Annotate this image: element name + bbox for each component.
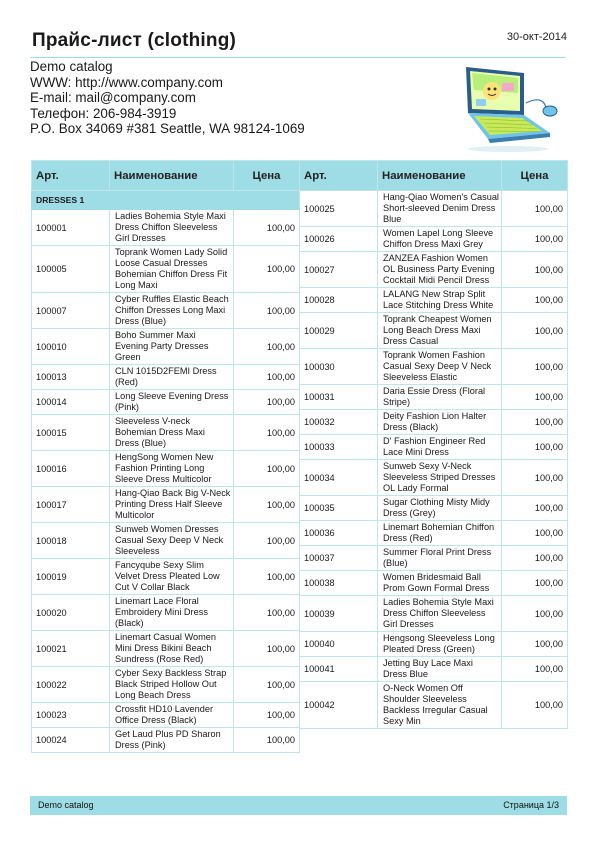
table-row: [300, 191, 568, 227]
item-art: 100036: [300, 521, 378, 546]
item-name: CLN 1015D2FEMI Dress (Red): [110, 365, 234, 390]
item-art: 100007: [32, 293, 110, 329]
item-art: 100031: [300, 385, 378, 410]
item-price: 100,00: [234, 293, 300, 329]
item-name: Daria Essie Dress (Floral Stripe): [378, 385, 502, 410]
website-line: WWW: http://www.company.com: [30, 74, 223, 90]
item-art: 100038: [300, 571, 378, 596]
item-art: 100030: [300, 349, 378, 385]
table-row: [300, 385, 568, 410]
item-price: 100,00: [502, 313, 568, 349]
item-art: 100034: [300, 460, 378, 496]
item-price: 100,00: [502, 632, 568, 657]
item-price: 100,00: [502, 521, 568, 546]
table-row: [300, 349, 568, 385]
item-price: 100,00: [502, 546, 568, 571]
table-row: [300, 632, 568, 657]
table-row: [300, 227, 568, 252]
contact-block: [30, 59, 305, 137]
item-name: Cyber Sexy Backless Strap Black Striped Hollow Out Long Beach Dress: [110, 667, 234, 703]
item-name: Sleeveless V-neck Bohemian Dress Maxi Dress (Blue): [110, 415, 234, 451]
item-price: 100,00: [502, 682, 568, 729]
item-price: 100,00: [234, 329, 300, 365]
item-art: 100015: [32, 415, 110, 451]
item-price: 100,00: [502, 460, 568, 496]
item-art: 100037: [300, 546, 378, 571]
item-art: 100040: [300, 632, 378, 657]
item-name: Sunweb Women Dresses Casual Sexy Deep V Neck Sleeveless: [110, 523, 234, 559]
item-price: 100,00: [234, 451, 300, 487]
item-name: Women Bridesmaid Ball Prom Gown Formal Dress: [378, 571, 502, 596]
item-price: 100,00: [502, 227, 568, 252]
table-row: [300, 657, 568, 682]
item-art: 100035: [300, 496, 378, 521]
item-name: Boho Summer Maxi Evening Party Dresses Green: [110, 329, 234, 365]
item-price: 100,00: [234, 246, 300, 293]
section-title: DRESSES 1: [32, 191, 300, 210]
address-line: P.O. Box 34069 #381 Seattle, WA 98124-1069: [30, 121, 305, 137]
page-footer: [30, 796, 567, 815]
item-price: 100,00: [234, 365, 300, 390]
table-row: [32, 210, 300, 246]
item-name: ZANZEA Fashion Women OL Business Party Evening Cocktail Midi Pencil Dress: [378, 252, 502, 288]
item-name: Hengsong Sleeveless Long Pleated Dress (Green): [378, 632, 502, 657]
item-art: 100013: [32, 365, 110, 390]
column-header-name: Наименование: [378, 161, 502, 191]
item-price: 100,00: [234, 631, 300, 667]
item-name: Deity Fashion Lion Halter Dress (Black): [378, 410, 502, 435]
item-name: Crossfit HD10 Lavender Office Dress (Black): [110, 703, 234, 728]
table-row: [32, 595, 300, 631]
item-name: Sunweb Sexy V-Neck Sleeveless Striped Dresses OL Lady Formal: [378, 460, 502, 496]
table-row: [300, 496, 568, 521]
item-price: 100,00: [502, 435, 568, 460]
item-art: 100001: [32, 210, 110, 246]
item-art: 100020: [32, 595, 110, 631]
item-art: 100010: [32, 329, 110, 365]
section-row: [32, 191, 300, 210]
table-row: [32, 523, 300, 559]
laptop-computer-icon: [458, 63, 560, 155]
item-art: 100017: [32, 487, 110, 523]
item-art: 100005: [32, 246, 110, 293]
table-row: [32, 728, 300, 753]
item-art: 100033: [300, 435, 378, 460]
item-name: O-Neck Women Off Shoulder Sleeveless Backless Irregular Casual Sexy Min: [378, 682, 502, 729]
table-row: [32, 365, 300, 390]
item-name: Toprank Women Lady Solid Loose Casual Dresses Bohemian Chiffon Dress Fit Long Maxi: [110, 246, 234, 293]
company-name: Demo catalog: [30, 59, 113, 74]
table-row: [300, 682, 568, 729]
item-art: 100016: [32, 451, 110, 487]
table-row: [300, 571, 568, 596]
table-row: [32, 631, 300, 667]
item-art: 100025: [300, 191, 378, 227]
item-price: 100,00: [502, 657, 568, 682]
column-header-price: Цена: [502, 161, 568, 191]
table-row: [300, 521, 568, 546]
item-name: LALANG New Strap Split Lace Stitching Dress White: [378, 288, 502, 313]
item-name: Women Lapel Long Sleeve Chiffon Dress Maxi Grey: [378, 227, 502, 252]
item-art: 100042: [300, 682, 378, 729]
table-row: [300, 252, 568, 288]
table-row: [32, 487, 300, 523]
table-row: [32, 415, 300, 451]
item-price: 100,00: [234, 667, 300, 703]
item-art: 100041: [300, 657, 378, 682]
item-name: Long Sleeve Evening Dress (Pink): [110, 390, 234, 415]
item-name: Ladies Bohemia Style Maxi Dress Chiffon Sleeveless Girl Dresses: [378, 596, 502, 632]
column-header-art: Арт.: [300, 161, 378, 191]
item-price: 100,00: [234, 415, 300, 451]
table-row: [300, 288, 568, 313]
item-name: Toprank Cheapest Women Long Beach Dress Maxi Dress Casual: [378, 313, 502, 349]
item-price: 100,00: [234, 728, 300, 753]
table-row: [32, 703, 300, 728]
item-price: 100,00: [502, 288, 568, 313]
price-table-left: [31, 160, 300, 753]
item-art: 100014: [32, 390, 110, 415]
item-price: 100,00: [502, 410, 568, 435]
column-header-art: Арт.: [32, 161, 110, 191]
item-price: 100,00: [502, 496, 568, 521]
item-name: Jetting Buy Lace Maxi Dress Blue: [378, 657, 502, 682]
phone-line: Телефон: 206-984-3919: [30, 105, 177, 121]
item-art: 100028: [300, 288, 378, 313]
page-title: Прайс-лист (clothing): [32, 30, 237, 51]
table-row: [300, 596, 568, 632]
table-row: [300, 546, 568, 571]
item-price: 100,00: [502, 571, 568, 596]
item-price: 100,00: [502, 349, 568, 385]
item-price: 100,00: [234, 703, 300, 728]
item-name: Summer Floral Print Dress (Blue): [378, 546, 502, 571]
price-table-right: [299, 160, 568, 729]
item-name: Linemart Bohemian Chiffon Dress (Red): [378, 521, 502, 546]
header-divider: [30, 57, 566, 58]
item-name: Hang-Qiao Back Big V-Neck Printing Dress Half Sleeve Multicolor: [110, 487, 234, 523]
table-row: [300, 460, 568, 496]
footer-catalog-name: Demo catalog: [38, 800, 94, 810]
item-art: 100018: [32, 523, 110, 559]
item-price: 100,00: [502, 252, 568, 288]
table-row: [32, 667, 300, 703]
table-row: [300, 435, 568, 460]
item-art: 100026: [300, 227, 378, 252]
page-date: 30-окт-2014: [506, 31, 567, 43]
item-price: 100,00: [234, 523, 300, 559]
table-row: [32, 246, 300, 293]
column-header-price: Цена: [234, 161, 300, 191]
item-art: 100027: [300, 252, 378, 288]
item-art: 100021: [32, 631, 110, 667]
item-price: 100,00: [234, 487, 300, 523]
table-row: [32, 390, 300, 415]
item-price: 100,00: [502, 596, 568, 632]
item-name: Sugar Clothing Misty Midy Dress (Grey): [378, 496, 502, 521]
table-row: [32, 293, 300, 329]
item-art: 100032: [300, 410, 378, 435]
table-row: [300, 313, 568, 349]
table-header-row: [32, 161, 300, 191]
column-header-name: Наименование: [110, 161, 234, 191]
item-art: 100039: [300, 596, 378, 632]
table-row: [300, 410, 568, 435]
email-line: E-mail: mail@company.com: [30, 90, 196, 106]
item-name: Cyber Ruffles Elastic Beach Chiffon Dresses Long Maxi Dress (Blue): [110, 293, 234, 329]
item-price: 100,00: [234, 390, 300, 415]
item-art: 100029: [300, 313, 378, 349]
item-price: 100,00: [234, 210, 300, 246]
table-row: [32, 329, 300, 365]
table-row: [32, 451, 300, 487]
table-header-row: [300, 161, 568, 191]
item-name: Hang-Qiao Women's Casual Short-sleeved Denim Dress Blue: [378, 191, 502, 227]
item-art: 100023: [32, 703, 110, 728]
item-name: Ladies Bohemia Style Maxi Dress Chiffon Sleeveless Girl Dresses: [110, 210, 234, 246]
item-name: Linemart Casual Women Mini Dress Bikini Beach Sundress (Rose Red): [110, 631, 234, 667]
item-name: Linemart Lace Floral Embroidery Mini Dress (Black): [110, 595, 234, 631]
item-art: 100024: [32, 728, 110, 753]
item-art: 100019: [32, 559, 110, 595]
item-art: 100022: [32, 667, 110, 703]
item-name: Get Laud Plus PD Sharon Dress (Pink): [110, 728, 234, 753]
item-price: 100,00: [502, 385, 568, 410]
table-row: [32, 559, 300, 595]
item-name: HengSong Women New Fashion Printing Long Sleeve Dress Multicolor: [110, 451, 234, 487]
page-number: Страница 1/3: [503, 800, 559, 810]
item-price: 100,00: [234, 559, 300, 595]
item-price: 100,00: [502, 191, 568, 227]
item-name: Toprank Women Fashion Casual Sexy Deep V Neck Sleeveless Elastic: [378, 349, 502, 385]
item-name: D' Fashion Engineer Red Lace Mini Dress: [378, 435, 502, 460]
item-price: 100,00: [234, 595, 300, 631]
item-name: Fancyqube Sexy Slim Velvet Dress Pleated Low Cut V Collar Black: [110, 559, 234, 595]
